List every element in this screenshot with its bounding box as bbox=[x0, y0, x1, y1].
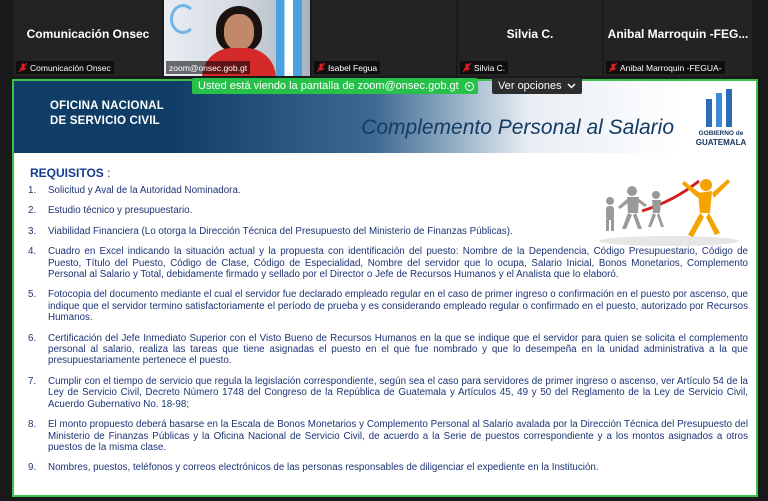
item-text: Nombres, puestos, teléfonos y correos electrónicos de las personas responsables de diligenciar el expediente en la Institución. bbox=[48, 462, 599, 474]
item-number: 4. bbox=[28, 246, 37, 258]
participant-strip bbox=[0, 0, 768, 76]
item-text: Solicitud y Aval de la Autoridad Nominadora. bbox=[48, 185, 241, 196]
participant-tile[interactable] bbox=[312, 0, 456, 76]
shared-screen bbox=[12, 79, 758, 497]
participant-tile[interactable] bbox=[604, 0, 752, 76]
list-item bbox=[28, 462, 748, 473]
item-text: Viabilidad Financiera (Lo otorga la Dirección Técnica del Presupuesto del Ministerio de Finanzas Públicas). bbox=[48, 225, 513, 237]
screen-share-banner bbox=[192, 78, 478, 94]
participant-face bbox=[224, 14, 254, 50]
mic-muted-icon bbox=[317, 63, 325, 73]
list-item bbox=[28, 333, 748, 367]
participant-name: Silvia C. bbox=[506, 27, 554, 41]
item-text: El monto propuesto deberá basarse en la Escala de Bonos Monetarios y Complemento Personal al Salario avalada por la Dirección Técnica del Presupuesto del Ministerio de Finanzas Públicas y la Oficina Nacional de Servicio Civil, de acuerdo a la Serie de puestos correspondiente y a los montos asignados a otros puestos de la misma clase. bbox=[48, 419, 748, 453]
participant-label-text: Isabel Fegua bbox=[328, 62, 378, 73]
logo-text-line1: GOBIERNO de bbox=[698, 130, 744, 137]
gobierno-bars-icon bbox=[706, 89, 732, 127]
share-banner-text: Usted está viendo la pantalla de zoom@onsec.gob.gt bbox=[198, 80, 459, 92]
logo-text-line2: GUATEMALA bbox=[695, 138, 747, 147]
participant-label-text: zoom@onsec.gob.gt bbox=[169, 62, 248, 73]
participant-label bbox=[460, 61, 508, 74]
participant-name: Comunicación Onsec bbox=[26, 27, 150, 41]
list-item bbox=[28, 185, 748, 196]
mic-muted-icon bbox=[463, 63, 471, 73]
participant-tile[interactable] bbox=[458, 0, 602, 76]
org-name-line1: OFICINA NACIONAL bbox=[50, 100, 164, 112]
item-text: Cumplir con el tiempo de servicio que regula la legislación correspondiente, según sea el caso para servidores de primer ingreso o ascenso, ver Artículo 54 de la Ley de Servicio Civil, Decreto Número 1748 del Congreso de la República de Guatemala y Artículos 45, 49 y 50 del Reglamento de la Ley de Servicio Civil, Acuerdo Gubernativo No. 18-98; bbox=[48, 375, 748, 410]
requirements-colon: : bbox=[103, 166, 111, 180]
participant-name: Anibal Marroquin -FEG... bbox=[607, 27, 749, 41]
requirements-list bbox=[28, 185, 748, 483]
guatemala-flag-icon bbox=[276, 0, 302, 76]
participant-tile[interactable] bbox=[14, 0, 162, 76]
share-indicator-icon bbox=[465, 82, 474, 91]
participant-label-text: Silvia C. bbox=[474, 62, 506, 73]
slide-title: Complemento Personal al Salario bbox=[361, 116, 674, 139]
mic-muted-icon bbox=[609, 63, 617, 73]
item-text: Estudio técnico y presupuestario. bbox=[48, 205, 193, 217]
item-text: Certificación del Jefe Inmediato Superior con el Visto Bueno de Recursos Humanos en la que se indique que el servidor para quien se solicita el complemento personal al salario, realiza las tareas que tiene asignadas el puesto en el que fue nombrado y que lo desempeña en la unidad administrativa a la que presupuestariamente pertenece el puesto. bbox=[48, 332, 748, 367]
participant-label bbox=[606, 61, 725, 74]
list-item bbox=[28, 205, 748, 216]
gobierno-logo-text bbox=[688, 129, 754, 147]
list-item bbox=[28, 419, 748, 453]
participant-label bbox=[16, 61, 114, 74]
participant-label bbox=[166, 61, 250, 74]
org-name bbox=[50, 99, 164, 129]
item-number: 6. bbox=[28, 332, 37, 344]
view-options-label: Ver opciones bbox=[498, 80, 562, 92]
participant-label bbox=[314, 61, 380, 74]
list-item bbox=[28, 246, 748, 280]
item-number: 5. bbox=[28, 289, 37, 301]
mic-muted-icon bbox=[19, 63, 27, 73]
item-text: Fotocopia del documento mediante el cual el servidor fue declarado empleado regular en el caso de primer ingreso o confirmación en el puesto por ascenso, que indique que el servidor termino satisfactoriamente el período de prueba y es considerando empleado regular o confirmado en el puesto, autorizado por Recursos Humanos. bbox=[48, 289, 748, 324]
requirements-heading bbox=[30, 166, 110, 180]
list-item bbox=[28, 289, 748, 323]
list-item bbox=[28, 376, 748, 410]
participant-label-text: Comunicación Onsec bbox=[30, 62, 111, 73]
participant-label-text: Anibal Marroquin -FEGUA- bbox=[620, 62, 722, 73]
requirements-title: REQUISITOS bbox=[30, 166, 104, 180]
item-number: 1. bbox=[28, 185, 37, 196]
participant-tile-active-speaker[interactable] bbox=[164, 0, 310, 76]
header-org-block bbox=[14, 81, 169, 153]
chevron-down-icon bbox=[567, 83, 576, 89]
item-number: 3. bbox=[28, 225, 37, 237]
org-name-line2: DE SERVICIO CIVIL bbox=[50, 115, 160, 127]
item-number: 9. bbox=[28, 462, 37, 474]
item-number: 2. bbox=[28, 205, 37, 217]
view-options-button[interactable] bbox=[492, 78, 582, 94]
gobierno-guatemala-logo bbox=[682, 81, 756, 153]
item-number: 7. bbox=[28, 375, 37, 387]
item-number: 8. bbox=[28, 419, 37, 431]
onsec-logo-icon bbox=[170, 4, 196, 34]
item-text: Cuadro en Excel indicando la situación actual y la propuesta con identificación del puesto: Nombre de la Dependencia, Código Presupuestario, Código de Puesto, Título del Puesto, Código de Clase, Código de Especialidad, Nombre del servidor que lo ocupa, Salario Inicial, Bonos Monetarios, Complemento Personal al Salario y Total, debidamente firmado y sellado por el Director o Jefe de Recursos Humanos y el Analista que lo elaboró. bbox=[48, 246, 748, 281]
list-item bbox=[28, 226, 748, 237]
